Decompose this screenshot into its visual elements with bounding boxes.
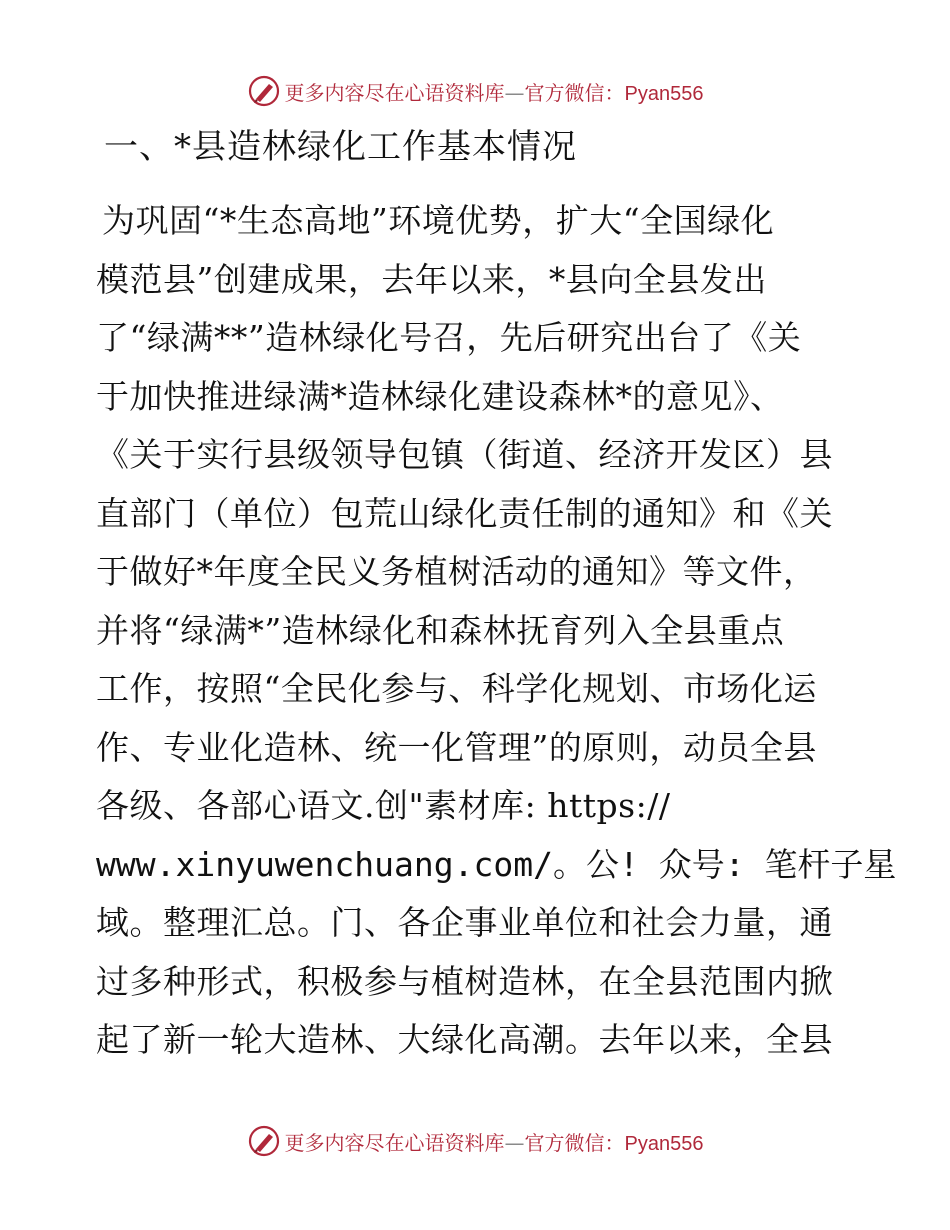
- body-paragraph: [96, 192, 897, 1070]
- text-line: 于加快推进绿满*造林绿化建设森林*的意见》、: [96, 376, 784, 416]
- footer-watermark: [0, 1121, 950, 1161]
- text-line: 工作，按照“全民化参与、科学化规划、市场化运: [96, 669, 817, 708]
- section-heading: 一、*县造林绿化工作基本情况: [104, 127, 577, 167]
- text-line: 于做好*年度全民义务植树活动的通知》等文件，: [96, 552, 817, 591]
- text-line: 过多种形式，积极参与植树造林，在全县范围内掀: [96, 961, 833, 1001]
- watermark-text: 更多内容尽在心语资料库—官方微信：Pyan556: [284, 1130, 704, 1155]
- text-line: 域。整理汇总。门、各企事业单位和社会力量，通: [96, 903, 833, 942]
- pen-logo-icon: [247, 1124, 281, 1158]
- text-line: www.xinyuwenchuang.com/。公! 众号: 笔杆子星: [96, 844, 897, 884]
- text-line: 直部门（单位）包荒山绿化责任制的通知》和《关: [96, 493, 833, 533]
- text-line: 为巩固“*生态高地”环境优势，扩大“全国绿化: [102, 201, 775, 240]
- text-line: 作、专业化造林、统一化管理”的原则，动员全县: [96, 727, 817, 767]
- text-line: 了“绿满**”造林绿化号召，先后研究出台了《关: [96, 318, 802, 357]
- text-line: 各级、各部心语文.创"素材库: https://: [96, 786, 671, 825]
- text-line: 《关于实行县级领导包镇（街道、经济开发区）县: [96, 435, 833, 474]
- watermark-text: 更多内容尽在心语资料库—官方微信：Pyan556: [284, 80, 704, 105]
- header-watermark: [0, 71, 950, 111]
- pen-logo-icon: [247, 74, 281, 108]
- text-line: 起了新一轮大造林、大绿化高潮。去年以来，全县: [96, 1020, 833, 1059]
- text-line: 并将“绿满*”造林绿化和森林抚育列入全县重点: [96, 610, 785, 650]
- text-line: 模范县”创建成果，去年以来，*县向全县发出: [96, 259, 767, 299]
